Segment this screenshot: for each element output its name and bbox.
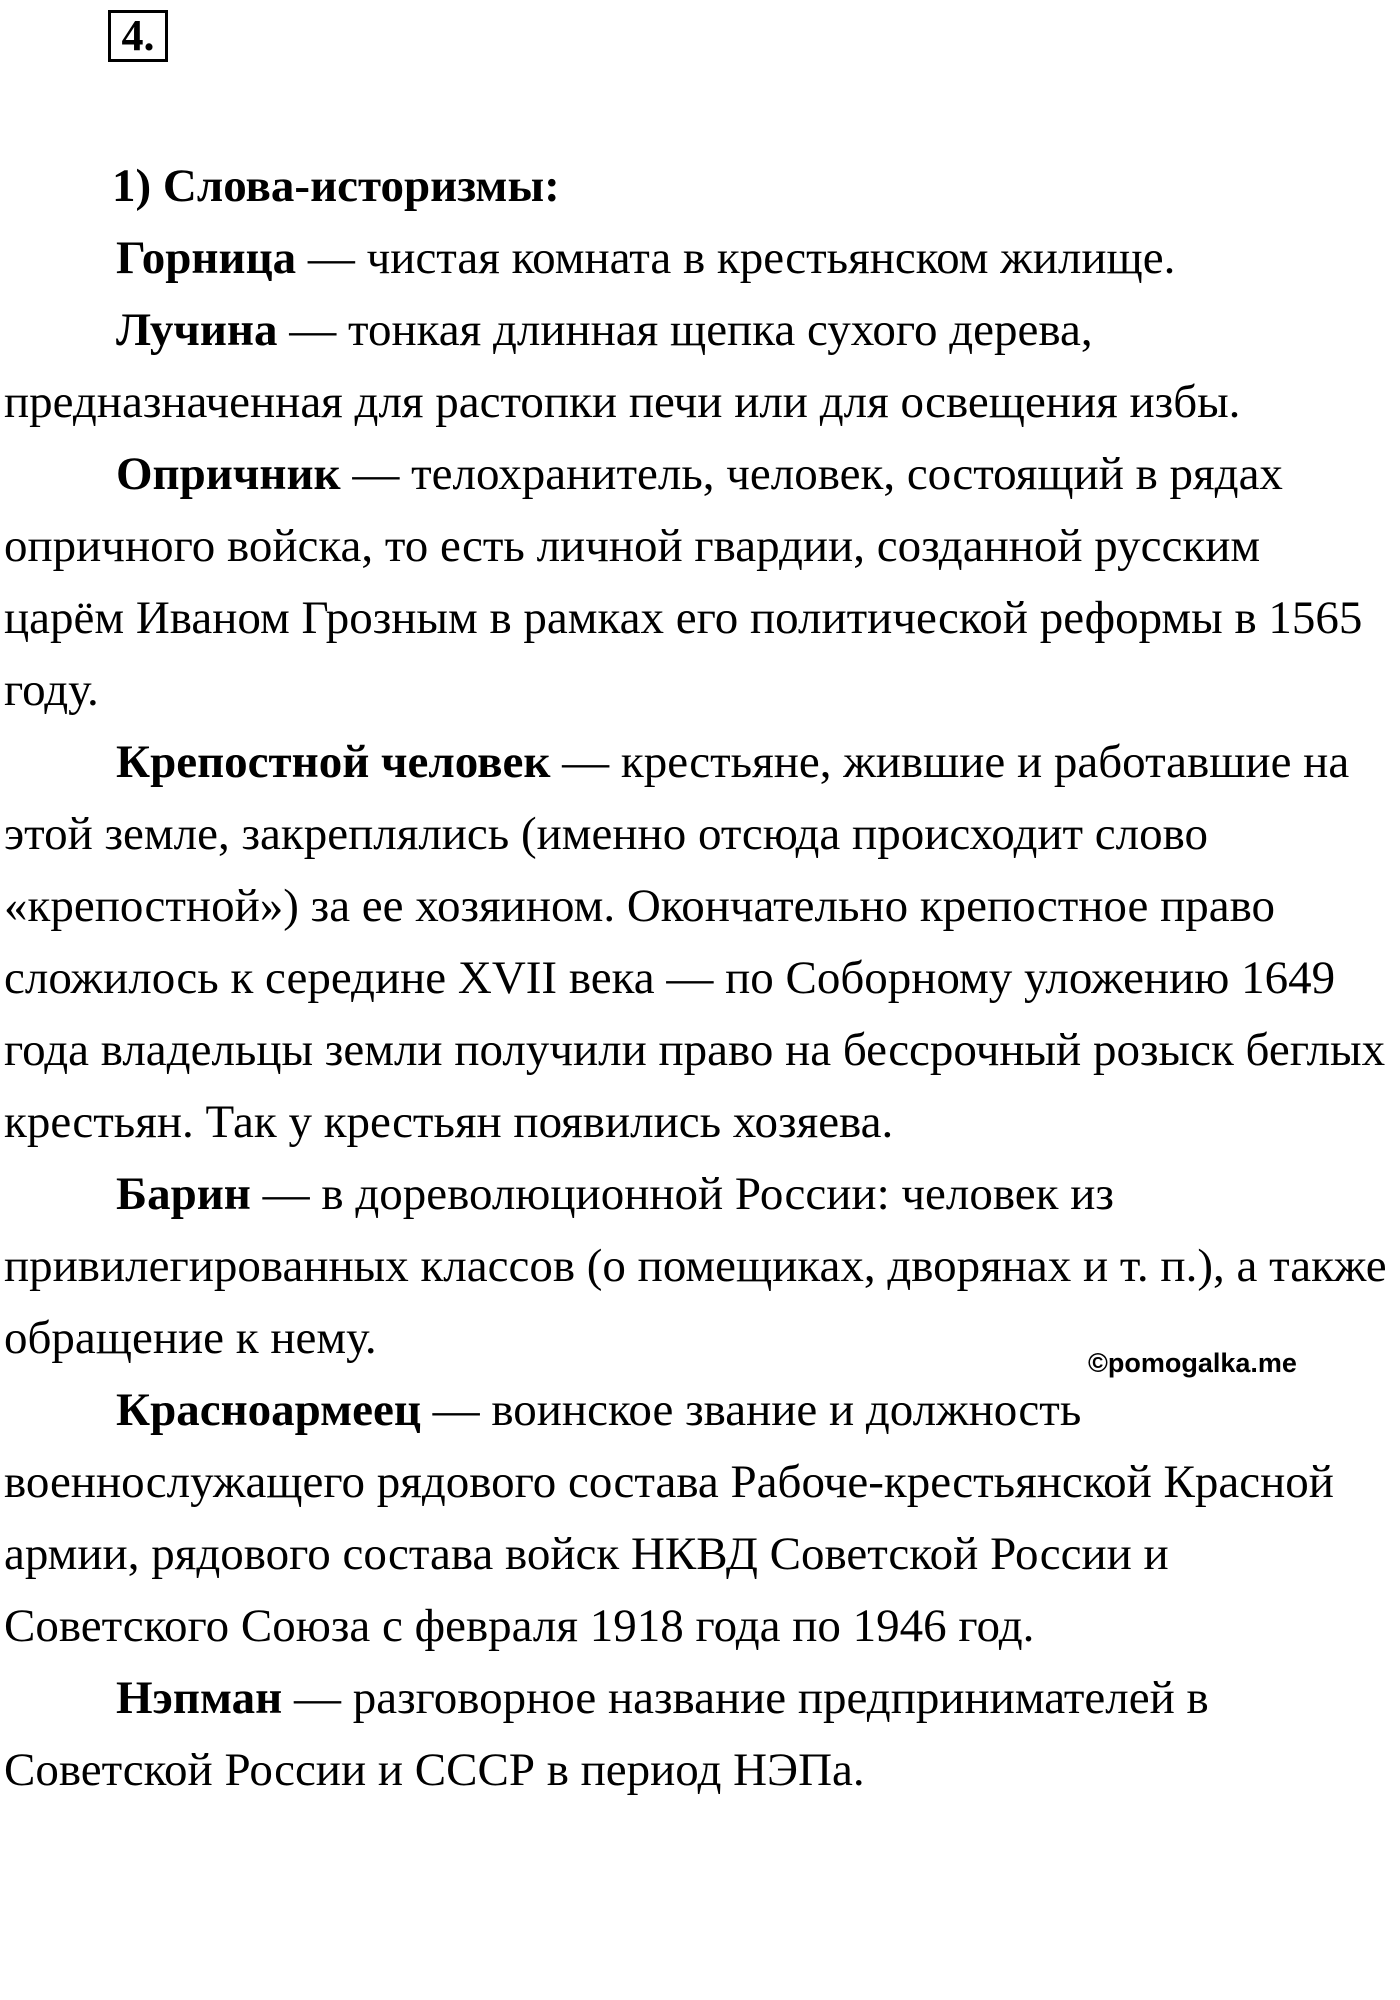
definition: — в дореволюционной России: человек из привилегированных классов (о помещиках, дворянах и т. п.), а также обращение к нему. — [4, 1168, 1387, 1364]
entry-luchina — [0, 294, 1400, 438]
definition: — крестьяне, жившие и работавшие на этой земле, закреплялись (именно отсюда происходит слово «крепостной») за ее хозяином. Окончательно крепостное право сложилось к середине XVII века — по Соборному уложению 1649 года владельцы земли получили право на бессрочный розыск беглых крестьян. Так у крестьян появились хозяева. — [4, 736, 1386, 1148]
term: Опричник — [116, 448, 341, 500]
definition: — тонкая длинная щепка сухого дерева, предназначенная для растопки печи или для освещения избы. — [4, 304, 1241, 428]
entry-barin — [0, 1158, 1400, 1374]
term: Горница — [116, 232, 297, 284]
definition: — чистая комната в крестьянском жилище. — [296, 232, 1176, 284]
task-number-box: 4. — [108, 10, 168, 62]
section-heading: 1) Слова-историзмы: — [112, 160, 560, 212]
entry-gornitsa — [0, 222, 1400, 294]
document-content — [0, 150, 1400, 1806]
watermark: ©pomogalka.me — [1088, 1348, 1297, 1378]
entry-krepostnoy — [0, 726, 1400, 1158]
entry-nepman — [0, 1662, 1400, 1806]
term: Барин — [116, 1168, 251, 1220]
term: Крепостной человек — [116, 736, 551, 788]
definition: — телохранитель, человек, состоящий в рядах опричного войска, то есть личной гвардии, созданной русским царём Иваном Грозным в рамках его политической реформы в 1565 году. — [4, 448, 1363, 716]
term: Лучина — [116, 304, 278, 356]
entry-krasnoarmeets — [0, 1374, 1400, 1662]
entry-oprichnik — [0, 438, 1400, 726]
term: Красноармеец — [116, 1384, 421, 1436]
definition: — разговорное название предпринимателей в Советской России и СССР в период НЭПа. — [4, 1672, 1209, 1796]
term: Нэпман — [116, 1672, 283, 1724]
definition: — воинское звание и должность военнослужащего рядового состава Рабоче-крестьянской Красной армии, рядового состава войск НКВД Советской России и Советского Союза с февраля 1918 года по 1946 год. — [4, 1384, 1334, 1652]
